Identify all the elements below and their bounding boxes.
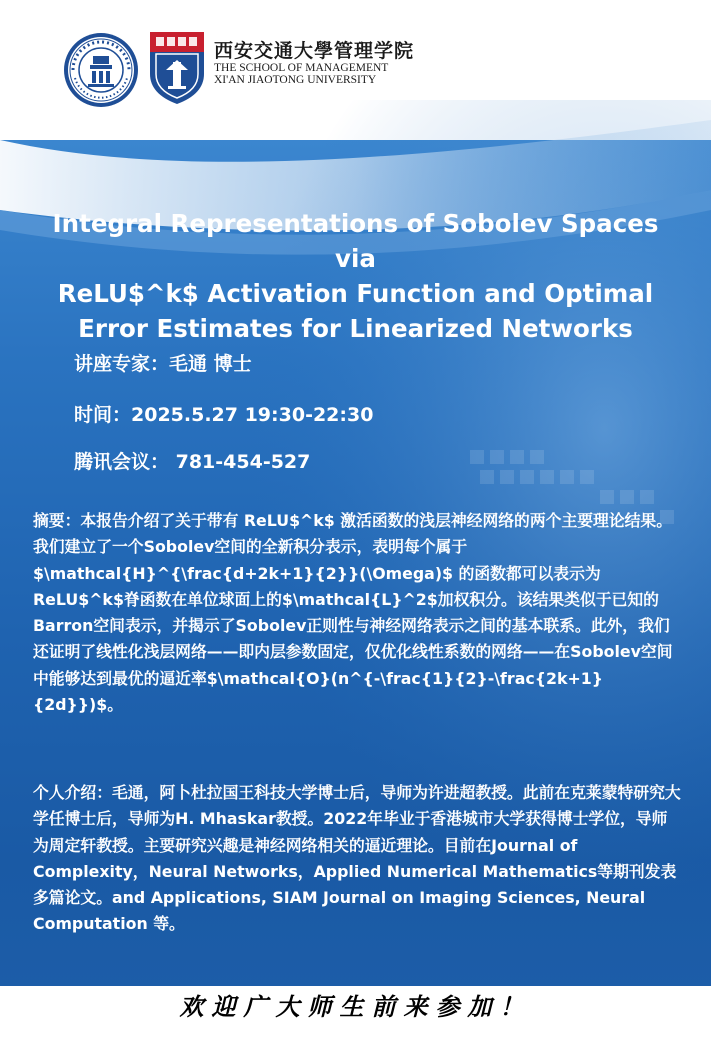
footer	[0, 986, 711, 1040]
abstract-text: 摘要：本报告介绍了关于带有 ReLU$^k$ 激活函数的浅层神经网络的两个主要理论结果。我们建立了一个Sobolev空间的全新积分表示，表明每个属于 $\mathcal{H}^{\frac{d+2k+1}{2}}(\Omega)$ 的函数都可以表示为ReLU$^k$脊函数在单位球面上的$\mathcal{L}^2$加权积分。该结果类似于已知的Barron空间表示，并揭示了Sobolev正则性与神经网络表示之间的基本联系。此外，我们还证明了线性化浅层网络——即内层参数固定，仅优化线性系数的网络——在Sobolev空间中能够达到最优的逼近率$\mathcal{O}(n^{-\frac{1}{2}-\frac{2k+1}{2d}})$。	[33, 511, 673, 715]
abstract-section	[33, 508, 683, 718]
lecture-title	[30, 206, 681, 346]
title-line-1: Integral Representations of Sobolev Spaces via	[52, 209, 659, 273]
school-name-english-line1: THE SCHOOL OF MANAGEMENT	[214, 62, 389, 74]
welcome-slogan: 欢迎广大师生前来参加！	[179, 992, 532, 1021]
meeting-line: 腾讯会议： 781-454-527	[74, 451, 311, 473]
school-name-chinese: 西安交通大學管理学院	[214, 40, 415, 62]
bio-text: 个人介绍：毛通，阿卜杜拉国王科技大学博士后，导师为许进超教授。此前在克莱蒙特研究大学任博士后，导师为H. Mhaskar教授。2022年毕业于香港城市大学获得博士学位，导师为周定轩教授。主要研究兴趣是神经网络相关的逼近理论。目前在Journal of Complexity，Neural Networks，Applied Numerical Mathematics等期刊发表多篇论文。and Applications, SIAM Journal on Imaging Sciences, Neural Computation 等。	[33, 783, 681, 934]
som-shield-logo	[146, 30, 208, 106]
speaker-line: 讲座专家：毛通 博士	[74, 353, 252, 375]
school-name-block	[214, 40, 415, 86]
title-line-2: ReLU$^k$ Activation Function and Optimal	[57, 279, 654, 308]
xjtu-seal-logo	[63, 32, 139, 108]
time-line: 时间：2025.5.27 19:30-22:30	[74, 404, 374, 426]
school-name-english-line2: XI'AN JIAOTONG UNIVERSITY	[214, 74, 377, 86]
title-line-3: Error Estimates for Linearized Networks	[78, 314, 633, 343]
bio-section	[33, 780, 683, 938]
